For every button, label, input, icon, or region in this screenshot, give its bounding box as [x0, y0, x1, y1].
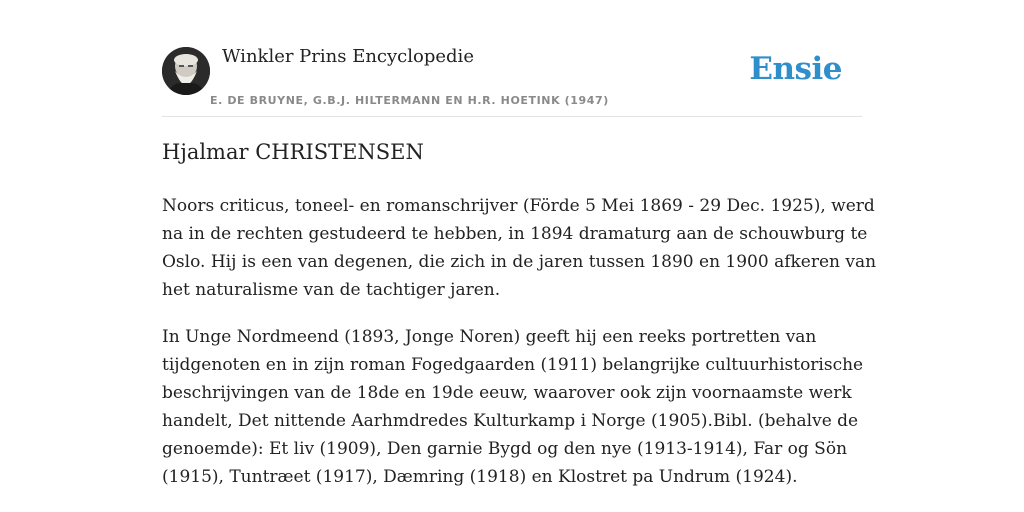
article-paragraph-1	[162, 192, 877, 304]
portrait-avatar-image	[162, 47, 210, 95]
paragraph-line: (1915), Tuntræet (1917), Dæmring (1918) en Klostret pa Undrum (1924).	[162, 467, 798, 487]
paragraph-line: na in de rechten gestudeerd te hebben, in 1894 dramaturg aan de schouwburg te	[162, 224, 868, 244]
paragraph-line: het naturalisme van de tachtiger jaren.	[162, 280, 501, 300]
paragraph-line: Oslo. Hij is een van degenen, die zich in de jaren tussen 1890 en 1900 afkeren van	[162, 252, 877, 272]
portrait-avatar-icon	[162, 47, 210, 95]
article-title: Hjalmar CHRISTENSEN	[162, 140, 424, 164]
article-paragraph-2	[162, 323, 862, 491]
article-body	[162, 192, 877, 510]
paragraph-line: In Unge Nordmeend (1893, Jonge Noren) geeft hij een reeks portretten van	[162, 327, 817, 347]
ensie-logo[interactable]: Ensie	[749, 51, 842, 87]
authors-byline: E. DE BRUYNE, G.B.J. HILTERMANN EN H.R. HOETINK (1947)	[210, 94, 609, 107]
paragraph-line: genoemde): Et liv (1909), Den garnie Bygd og den nye (1913-1914), Far og Sön	[162, 439, 848, 459]
paragraph-line: tijdgenoten en in zijn roman Fogedgaarden (1911) belangrijke cultuurhistorische	[162, 355, 864, 375]
paragraph-line: Noors criticus, toneel- en romanschrijver (Förde 5 Mei 1869 - 29 Dec. 1925), werd	[162, 196, 875, 216]
site-title[interactable]: Winkler Prins Encyclopedie	[222, 46, 474, 67]
paragraph-line: beschrijvingen van de 18de en 19de eeuw, waarover ook zijn voornaamste werk	[162, 383, 852, 403]
site-header	[162, 44, 862, 117]
paragraph-line: handelt, Det nittende Aarhmdredes Kulturkamp i Norge (1905).Bibl. (behalve de	[162, 411, 859, 431]
